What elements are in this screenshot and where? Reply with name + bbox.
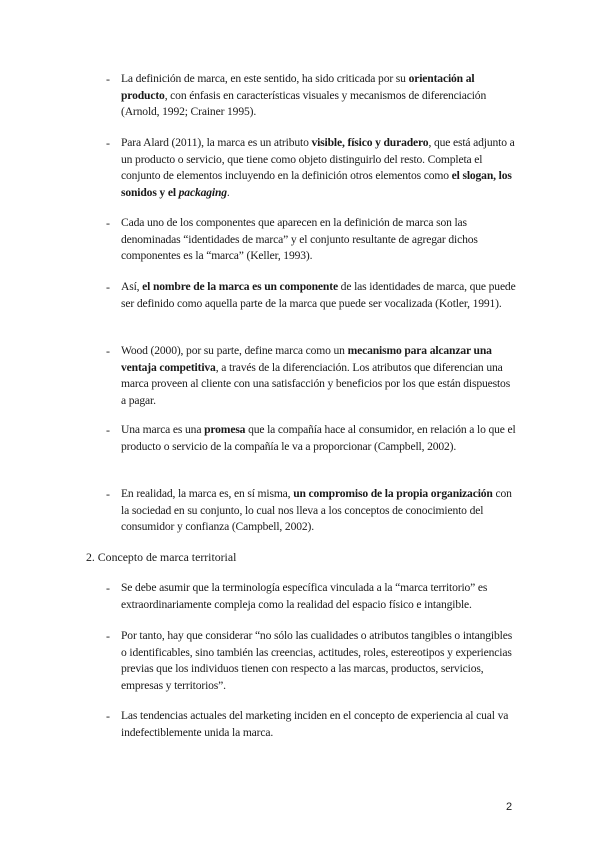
bold-text-run: el slogan, los sonidos y el xyxy=(121,169,512,199)
text-run: con la sociedad en su conjunto, lo cual nos lleva a los conceptos de conocimiento del consumidor y confianza (Campbell, 2002). xyxy=(121,487,512,534)
text-run: , a través de la diferenciación. Los atributos que diferencian una marca proveen al cliente con una satisfacción y beneficios por los que están dispuestos a pagar. xyxy=(121,360,511,407)
list-item-text xyxy=(121,135,516,201)
bullet-dash: - xyxy=(106,709,110,723)
bullet-dash: - xyxy=(106,344,110,358)
text-run: Se debe asumir que la terminología específica vinculada a la “marca territorio” es extraordinariamente compleja como la realidad del espacio físico e intangible. xyxy=(121,581,488,611)
text-run: La definición de marca, en este sentido, ha sido criticada por su xyxy=(121,72,409,85)
bold-text-run: el nombre de la marca es un componente xyxy=(142,280,338,293)
bullet-dash: - xyxy=(106,136,110,150)
bold-text-run: packaging xyxy=(178,185,227,199)
text-run: Para Alard (2011), la marca es un atributo xyxy=(121,136,312,149)
text-run: Cada uno de los componentes que aparecen en la definición de marca son las denominadas “identidades de marca” y el conjunto resultante de agregar dichos componentes es la “marca” (Keller, 1993). xyxy=(121,216,478,263)
list-item-text xyxy=(121,71,516,121)
list-item-text xyxy=(121,215,516,265)
text-run: En realidad, la marca es, en sí misma, xyxy=(121,487,294,500)
bullet-dash: - xyxy=(106,280,110,294)
bullet-dash: - xyxy=(106,423,110,437)
text-run: que la compañía hace al consumidor, en relación a lo que el producto o servicio de la compañía le va a proporcionar (Campbell, 2002). xyxy=(121,423,516,453)
text-run: Por tanto, hay que considerar “no sólo las cualidades o atributos tangibles o intangibles o identificables, sino también las creencias, actitudes, roles, estereotipos y experiencias previas que los individuos tienen con respecto a las marcas, productos, servicios, empresas y territorios”. xyxy=(121,629,513,692)
bold-text-run: un compromiso de la propia organización xyxy=(293,487,493,500)
text-run: Así, xyxy=(121,280,143,293)
text-run: , con énfasis en características visuales y mecanismos de diferenciación (Arnold, 1992; Crainer 1995). xyxy=(121,88,487,119)
list-item-text xyxy=(121,343,516,409)
bold-text-run: visible, físico y duradero xyxy=(311,136,429,149)
bullet-dash: - xyxy=(106,581,110,595)
text-run: Las tendencias actuales del marketing inciden en el concepto de experiencia al cual va indefectiblemente unida la marca. xyxy=(121,709,509,739)
list-item-text xyxy=(121,708,516,741)
bold-text-run: mecanismo para alcanzar una ventaja competitiva xyxy=(121,344,492,374)
bullet-dash: - xyxy=(106,629,110,643)
bullet-dash: - xyxy=(106,487,110,501)
bold-text-run: orientación al producto xyxy=(121,72,475,102)
bullet-dash: - xyxy=(106,72,110,86)
list-item-text xyxy=(121,628,516,694)
text-run: Una marca es una xyxy=(121,423,205,436)
text-run: Wood (2000), por su parte, define marca como un xyxy=(121,344,348,357)
text-run: . xyxy=(226,185,230,199)
list-item-text xyxy=(121,422,516,455)
text-run: de las identidades de marca, que puede ser definido como aquella parte de la marca que puede ser vocalizada (Kotler, 1991). xyxy=(121,280,516,310)
bullet-dash: - xyxy=(106,216,110,230)
list-item-text xyxy=(121,279,516,312)
text-run: , que está adjunto a un producto o servicio, que tiene como objeto distinguirlo del resto. Completa el conjunto de elementos incluyendo en la definición otros elementos como xyxy=(121,136,515,183)
list-item-text xyxy=(121,580,516,613)
page-number: 2 xyxy=(506,801,513,813)
section-heading: 2. Concepto de marca territorial xyxy=(86,550,237,564)
list-item-text xyxy=(121,486,516,536)
bold-text-run: promesa xyxy=(204,423,246,436)
